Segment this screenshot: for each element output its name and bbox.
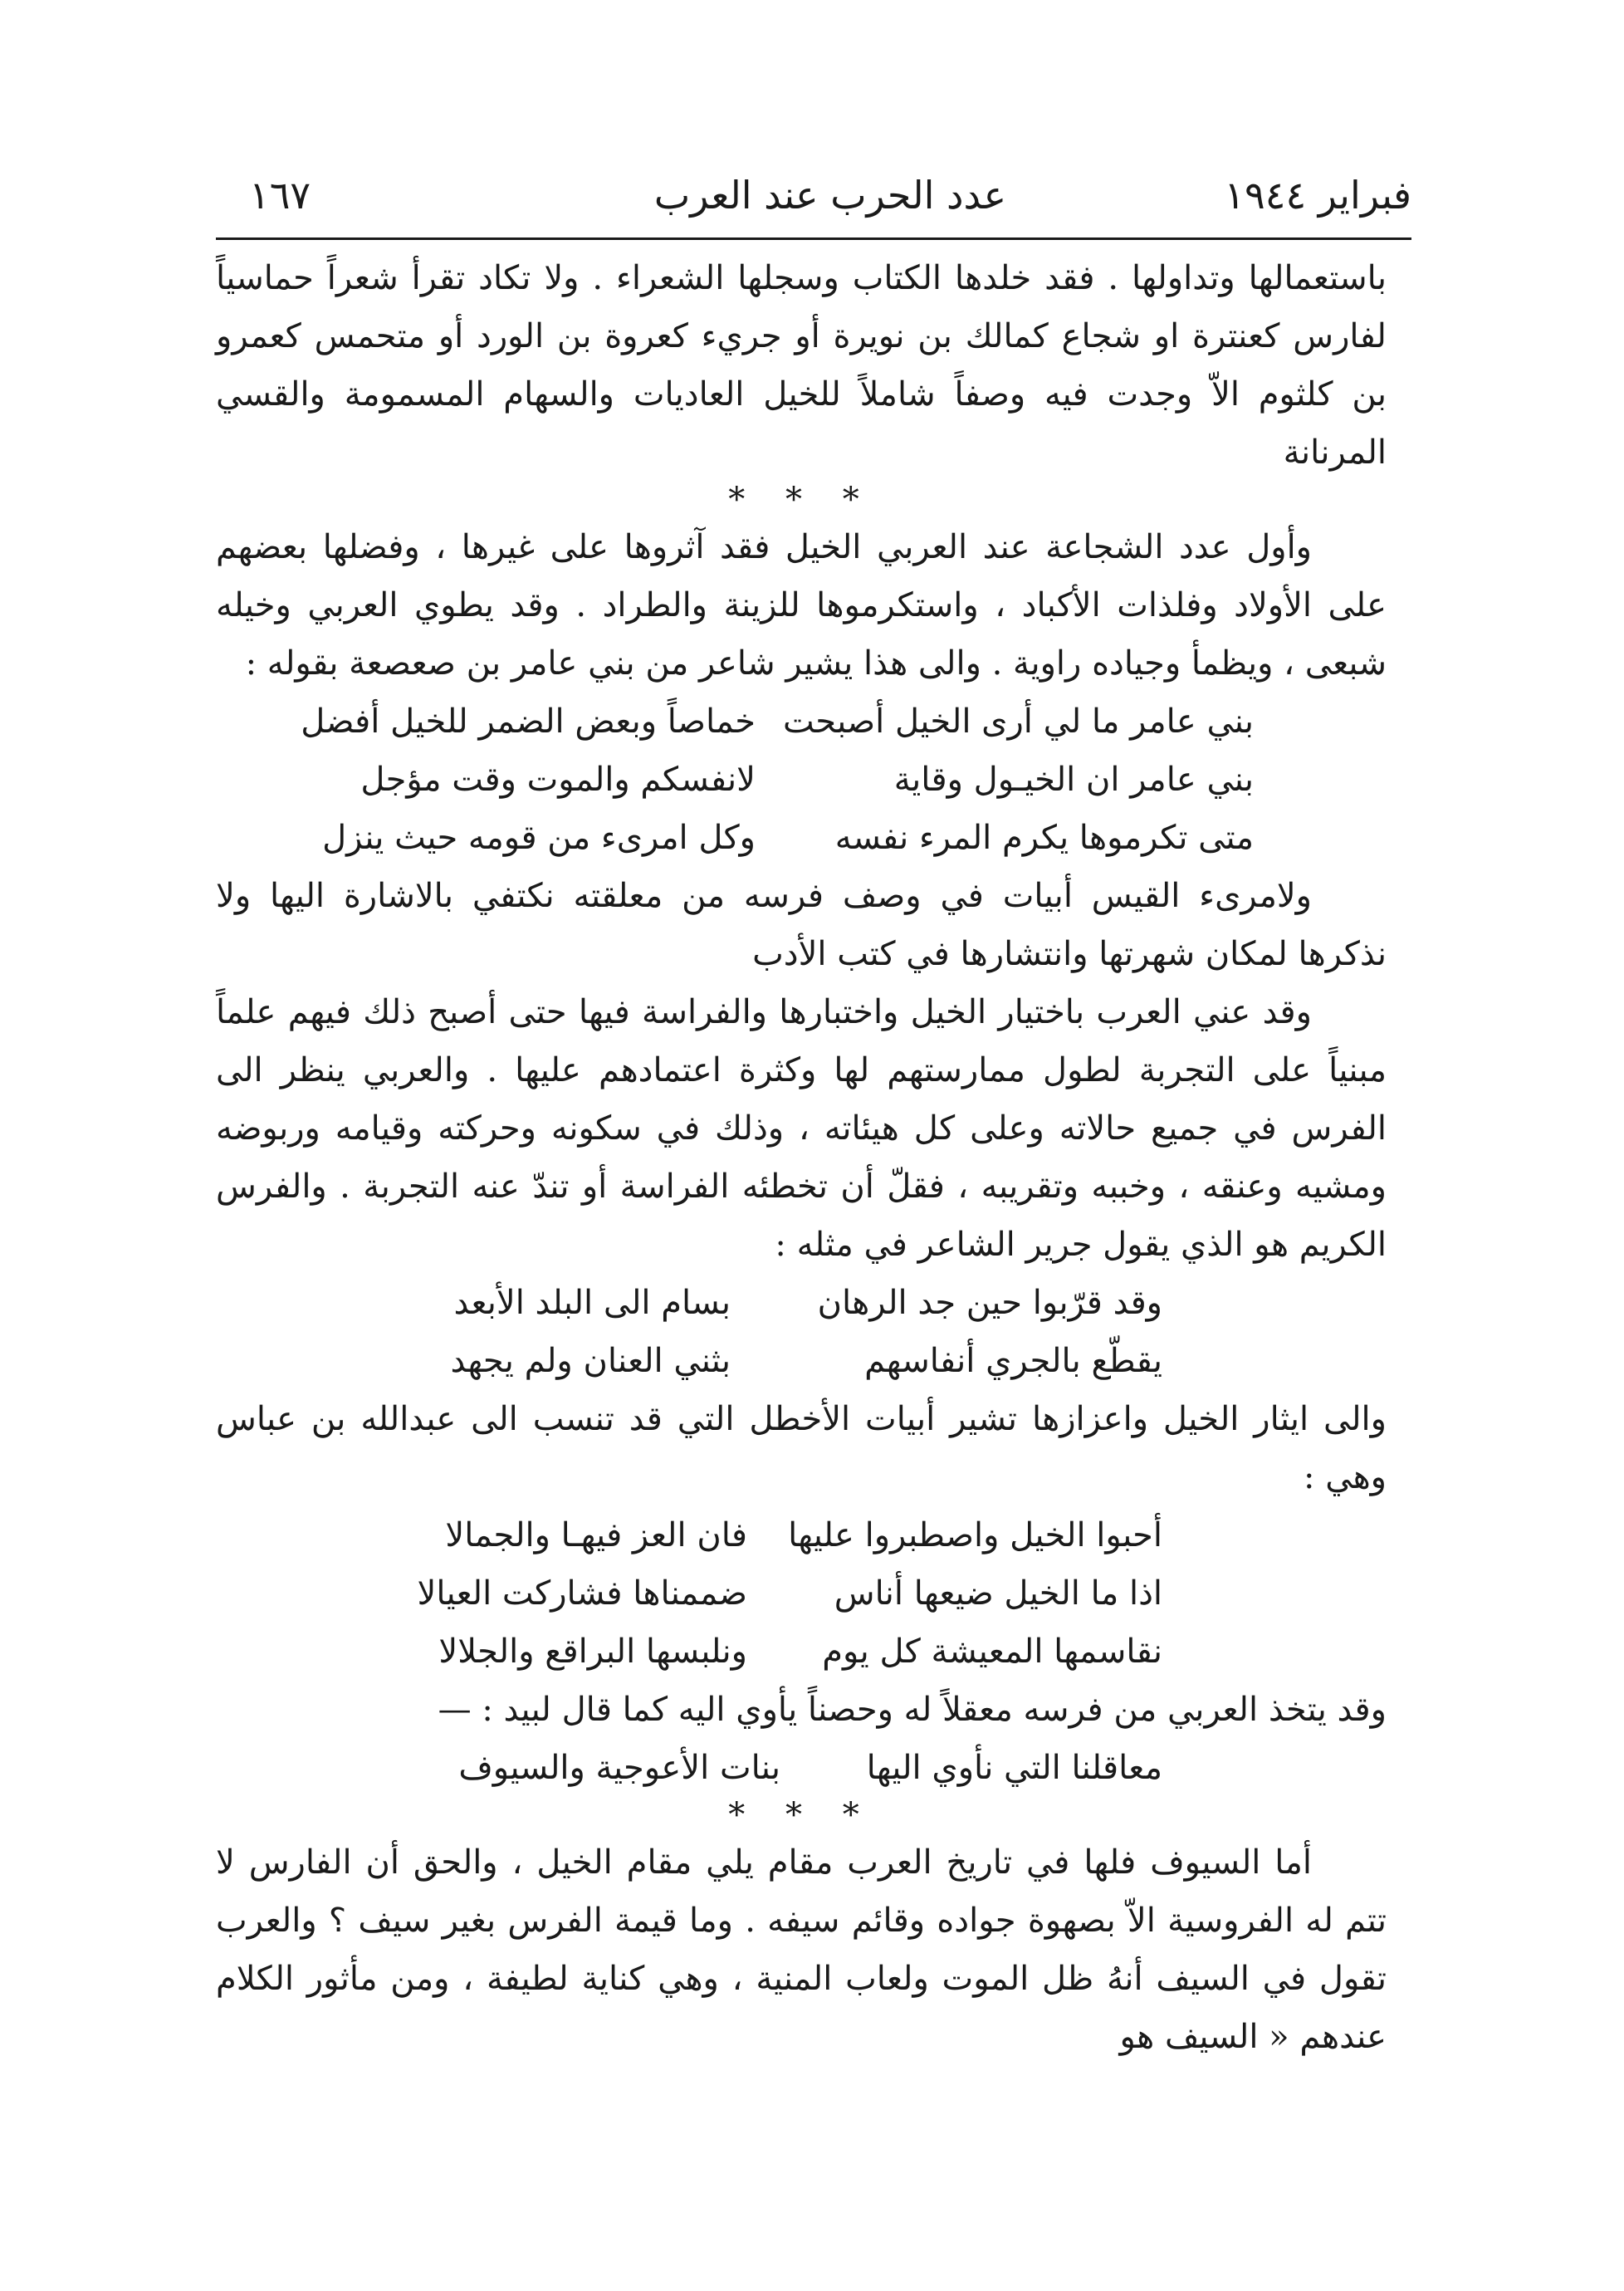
section-separator: * * *: [728, 1796, 874, 1834]
verse-line: [216, 751, 1387, 809]
verse-line: [216, 1623, 1387, 1681]
paragraph-5: والى ايثار الخيل واعزازها تشير أبيات الأخطل التي قد تنسب الى عبدالله بن عباس وهي :: [216, 1400, 1387, 1496]
hemistich-second: خماصاً وبعض الضمر للخيل أفضل: [301, 702, 756, 741]
verse-line: [216, 1739, 1387, 1797]
article-body: [216, 249, 1387, 2066]
verse-line: [216, 1332, 1387, 1390]
hemistich-second: بسام الى البلد الأبعد: [453, 1284, 731, 1322]
verse-line: [216, 693, 1387, 751]
hemistich-first: بني عامر ان الخيـول وقاية: [893, 761, 1254, 799]
paragraph-3: ولامرىء القيس أبيات في وصف فرسه من معلقته نكتفي بالاشارة اليها ولا نذكرها لمكان شهرتها وانتشارها في كتب الأدب: [216, 877, 1387, 973]
running-header: [249, 166, 1411, 229]
header-rule: [216, 237, 1411, 240]
verse-line: [216, 1564, 1387, 1623]
poem-bani-amir: [216, 693, 1387, 867]
verse-line: [216, 1506, 1387, 1564]
section-separator: * * *: [728, 481, 874, 519]
hemistich-first: بني عامر ما لي أرى الخيل أصبحت: [783, 702, 1254, 741]
hemistich-first: اذا ما الخيل ضيعها أناس: [834, 1574, 1162, 1613]
poem-jarir: [216, 1274, 1387, 1390]
poem-labid: [216, 1739, 1387, 1797]
hemistich-second: فان العز فيهـا والجمالا: [445, 1516, 747, 1554]
hemistich-second: ونلبسها البراقع والجلالا: [438, 1633, 747, 1671]
paragraph-4: وقد عني العرب باختيار الخيل واختبارها والفراسة فيها حتى أصبح ذلك فيهم علماً مبنياً على التجربة لطول ممارستهم لها وكثرة اعتمادهم عليها . والعربي ينظر الى الفرس في جميع حالاته وعلى كل هيئاته ، وذلك في سكونه وحركته وقيامه وربوضه ومشيه وعنقه ، وخببه وتقريبه ، فقلّ أن تخطئه الفراسة أو تندّ عنه التجربة . والفرس الكريم هو الذي يقول جرير الشاعر في مثله :: [216, 993, 1387, 1264]
running-title: عدد الحرب عند العرب: [653, 173, 1007, 218]
paragraph-1: باستعمالها وتداولها . فقد خلدها الكتاب وسجلها الشعراء . ولا تكاد تقرأ شعراً حماسياً لفارس كعنترة او شجاع كمالك بن نويرة أو جريء كعروة بن الورد أو متحمس كعمرو بن كلثوم الاّ وجدت فيه وصفاً شاملاً للخيل العاديات والسهام المسمومة والقسي المرنانة: [216, 259, 1387, 472]
hemistich-first: وقد قرّبوا حين جد الرهان: [817, 1284, 1162, 1322]
paragraph-6: وقد يتخذ العربي من فرسه معقلاً له وحصناً يأوي اليه كما قال لبيد : —: [438, 1691, 1387, 1729]
verse-line: [216, 809, 1387, 867]
paragraph-2: وأول عدد الشجاعة عند العربي الخيل فقد آثروها على غيرها ، وفضلها بعضهم على الأولاد وفلذات الأكباد ، واستكرموها للزينة والطراد . وقد يطوي العربي وخيله شبعى ، ويظمأ وجياده راوية . والى هذا يشير شاعر من بني عامر بن صعصعة بقوله :: [216, 528, 1387, 683]
page-number: ١٦٧: [249, 173, 311, 218]
issue-date: فبراير ١٩٤٤: [1224, 173, 1411, 218]
hemistich-second: وكل امرىء من قومه حيث ينزل: [322, 819, 756, 857]
hemistich-first: أحبوا الخيل واصطبروا عليها: [788, 1516, 1162, 1554]
hemistich-first: معاقلنا التي نأوي اليها: [866, 1749, 1162, 1787]
paragraph-7: أما السيوف فلها في تاريخ العرب مقام يلي مقام الخيل ، والحق أن الفارس لا تتم له الفروسية الاّ بصهوة جواده وقائم سيفه . وما قيمة الفرس بغير سيف ؟ والعرب تقول في السيف أنهُ ظل الموت ولعاب المنية ، وهي كناية لطيفة ، ومن مأثور الكلام عندهم « السيف هو: [216, 1843, 1387, 2056]
hemistich-first: نقاسمها المعيشة كل يوم: [822, 1633, 1162, 1671]
hemistich-second: ضممناها فشاركت العيالا: [417, 1574, 747, 1613]
hemistich-second: بنات الأعوجية والسيوف: [458, 1749, 780, 1787]
hemistich-second: بثني العنان ولم يجهد: [450, 1342, 731, 1380]
hemistich-first: يقطّع بالجري أنفاسهم: [864, 1342, 1162, 1380]
hemistich-first: متى تكرموها يكرم المرء نفسه: [834, 819, 1254, 857]
verse-line: [216, 1274, 1387, 1332]
hemistich-second: لانفسكم والموت وقت مؤجل: [360, 761, 756, 799]
poem-akhtal: [216, 1506, 1387, 1681]
